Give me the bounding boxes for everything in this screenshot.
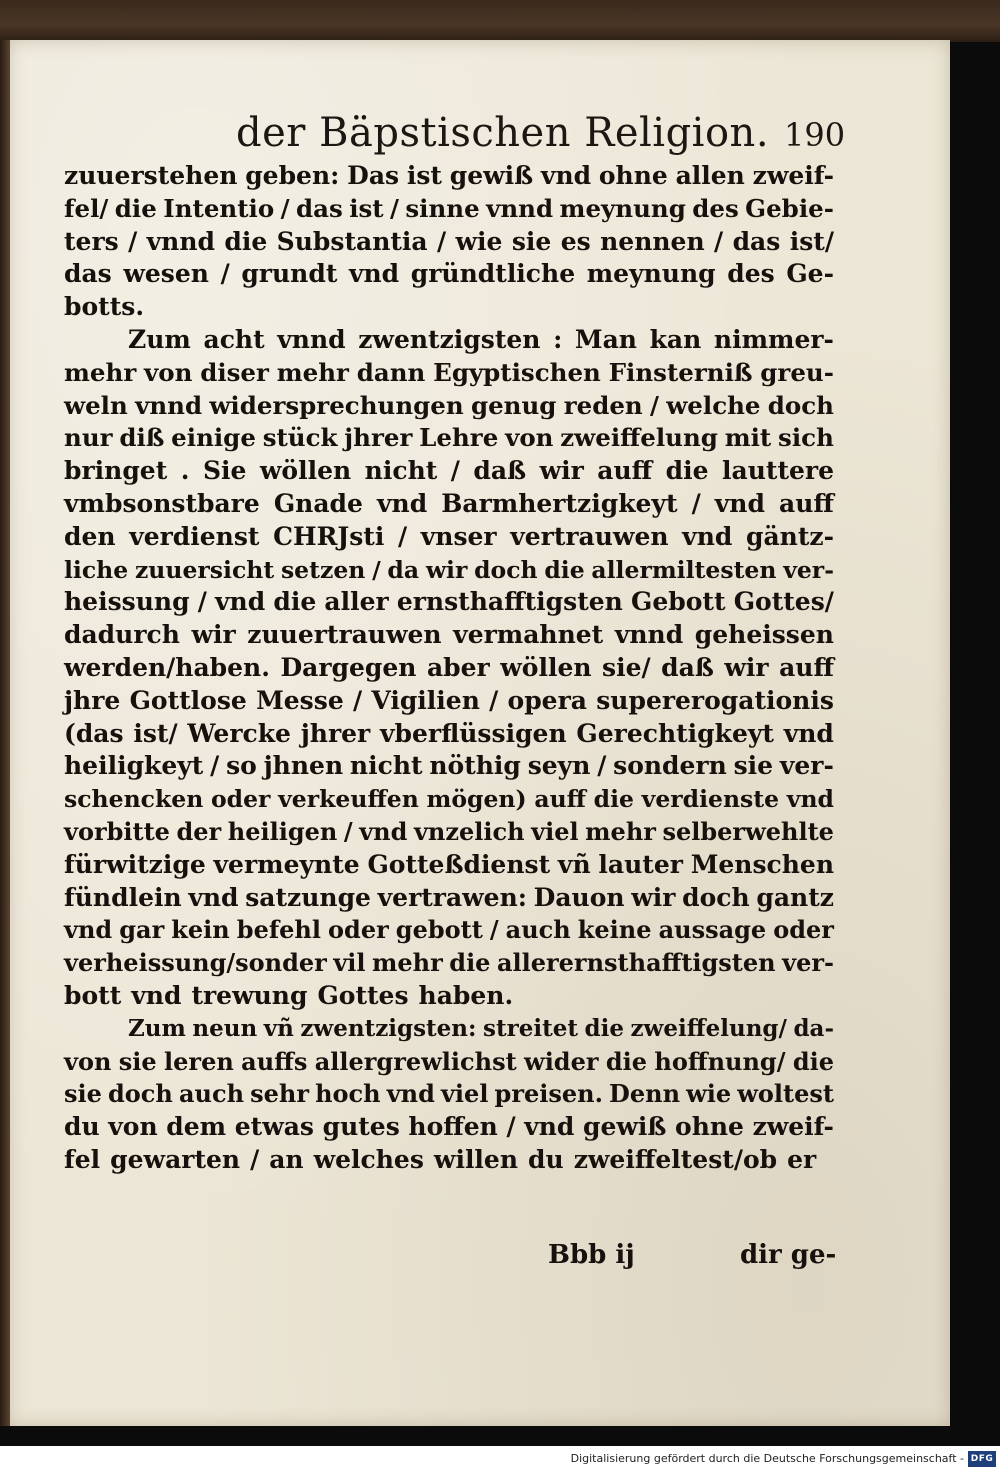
footer-band	[0, 1446, 1000, 1474]
signature-mark: Bbb ij	[548, 1240, 635, 1270]
text-line: vnd gar kein befehl oder gebott / auch keine aussage oder	[64, 915, 834, 945]
text-line: mehr von diser mehr dann Egyptischen Finsterniß greu-	[64, 357, 834, 387]
text-line: vorbitte der heiligen / vnd vnzelich viel mehr selberwehlte	[64, 816, 834, 846]
book-spine-edge	[0, 40, 10, 1426]
text-line: dadurch wir zuuertrauwen vermahnet vnnd geheissen	[64, 620, 834, 650]
text-line: zuuerstehen geben: Das ist gewiß vnd ohne allen zweif-	[64, 161, 834, 190]
text-line: fündlein vnd satzunge vertrawen: Dauon wir doch gantz	[64, 882, 834, 912]
text-line: vmbsonstbare Gnade vnd Barmhertzigkeyt / vnd auff	[64, 488, 834, 518]
text-line: Zum neun vñ zwentzigsten: streitet die zweiffelung/ da-	[128, 1014, 834, 1042]
text-line: (das ist/ Wercke jhrer vberflüssigen Gerechtigkeyt vnd	[64, 718, 834, 748]
text-line: bringet . Sie wöllen nicht / daß wir auff die lauttere	[64, 456, 834, 486]
dfg-logo-icon: DFG	[968, 1451, 996, 1467]
text-line: Zum acht vnnd zwentzigsten : Man kan nimmer-	[128, 324, 834, 354]
text-line: fel gewarten / an welches willen du zweiffeltest/ob er	[64, 1144, 817, 1174]
book-page	[8, 40, 950, 1426]
text-line: den verdienst CHRJsti / vnser vertrauwen vnd gäntz-	[64, 521, 834, 551]
text-line: bott vnd trewung Gottes haben.	[64, 980, 514, 1010]
text-line: fel/ die Intentio / das ist / sinne vnnd meynung des Gebie-	[64, 193, 834, 223]
text-line: botts.	[64, 292, 145, 322]
body-text	[64, 160, 834, 1177]
catchline	[8, 1240, 950, 1274]
text-line: ters / vnnd die Substantia / wie sie es nennen / das ist/	[64, 226, 834, 256]
footer-credit: Digitalisierung gefördert durch die Deutsche Forschungsgemeinschaft -	[570, 1452, 964, 1465]
text-line: von sie leren auffs allergrewlichst wider die hoffnung/ die	[64, 1046, 834, 1076]
book-top-edge	[0, 0, 1000, 42]
catchword: dir ge-	[740, 1240, 837, 1270]
text-line: verheissung/sonder vil mehr die allerernsthafftigsten ver-	[64, 948, 834, 978]
text-line: fürwitzige vermeynte Gotteßdienst vñ lauter Menschen	[64, 849, 834, 879]
text-line: jhre Gottlose Messe / Vigilien / opera supererogationis	[64, 685, 834, 715]
text-line: heiligkeyt / so jhnen nicht nöthig seyn / sondern sie ver-	[64, 751, 834, 781]
text-line: das wesen / grundt vnd gründtliche meynung des Ge-	[64, 259, 834, 289]
text-line: weln vnnd widersprechungen genug reden / welche doch	[64, 390, 834, 420]
running-title: der Bäpstischen Religion.	[236, 110, 770, 156]
text-line: werden/haben. Dargegen aber wöllen sie/ daß wir auff	[64, 652, 834, 682]
text-line: liche zuuersicht setzen / da wir doch die allermiltesten ver-	[64, 555, 834, 584]
text-line: sie doch auch sehr hoch vnd viel preisen. Denn wie woltest	[64, 1079, 834, 1109]
text-line: schencken oder verkeuffen mögen) auff die verdienste vnd	[64, 785, 834, 814]
text-line: nur diß einige stück jhrer Lehre von zweiffelung mit sich	[64, 423, 834, 453]
text-line: heissung / vnd die aller ernsthafftigsten Gebott Gottes/	[64, 587, 834, 617]
text-line: du von dem etwas gutes hoffen / vnd gewiß ohne zweif-	[64, 1112, 834, 1142]
folio-number: 190	[784, 116, 846, 154]
